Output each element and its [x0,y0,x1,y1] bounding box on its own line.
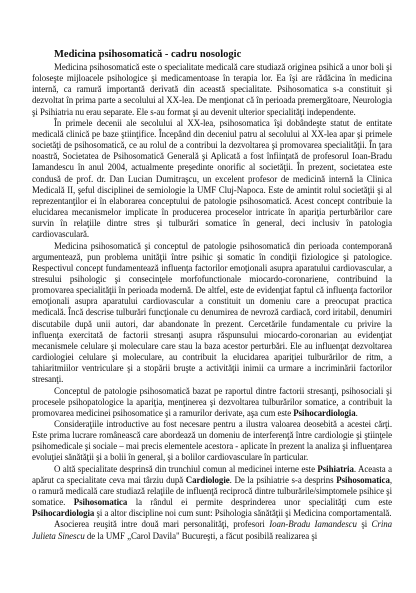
paragraph [32,519,392,541]
bold-term: Psihocardiologia [32,508,95,519]
paragraph [32,241,392,386]
paragraph [32,118,392,241]
italic-name: Crina Julieta Sinescu [32,519,393,541]
bold-term: Psihiatria [317,463,354,474]
section-heading: Medicina psihosomatică - cadru nosologic [54,49,242,60]
text-run: . Aceasta a apărut ca specialitate ceva mai târziu după [32,463,392,485]
text-run: şi a altor discipline noi cum sunt: Psihologia sănătăţii şi Medicina comportamentală. [94,508,392,519]
document-page [32,48,392,542]
body-text [32,62,392,542]
bold-term: Psihosomatica [73,497,128,508]
text-run: de la UMF „Carol Davila" Bucureşti, a făcut posibilă realizarea şi [84,530,318,541]
text-run: , o ramură medicală care studiază relaţiile de influenţă reciprocă dintre tulburările/simptomele psihice şi somatice. [32,474,393,508]
text-run: Medicina psihosomatică este o specialitate medicală care studiază originea psihică a unor boli şi foloseşte mijloacele psihologice şi medicamentoase în terapia lor. Ea îşi are rădăcina în medicina internă, ca ramură importantă derivată din această specialitate. Psihosomatica s-a constituit şi dezvoltat în prima parte a secolului al XX-lea. De menţionat că în perioada premergătoare, Neurologia şi Psihiatria nu erau separate. Ele s-au format şi au devenit ulterior specialităţi independente. [32,62,392,117]
text-run: Conceptul de patologie psihosomatică bazat pe raportul dintre factorii stresanţi, psihosociali şi procesele psihopatologice la apariţia, menţinerea şi dezvoltarea tulburărilor somatice, a contribuit la promovarea medicinei psihosomatice şi a ramurilor derivate, aşa cum este [32,385,392,418]
bold-term: Psihosomatica [336,474,390,485]
text-run: Consideraţiile introductive au fost necesare pentru a ilustra valoarea deosebită a acestei cărţi. Este prima lucrare românească care abordează un domeniu de interferenţă între cardiologie şi ştiinţele psihomedicale şi sociale – mai precis elementele acestora - aplicate în prezent la analiza şi influenţarea evoluţiei sănătăţii şi a bolii în general, şi a bolilor cardiovasculare în particular. [32,419,392,463]
text-run: O altă specialitate desprinsă din trunchiul comun al medicinei interne este [54,463,318,474]
text-run: . [355,407,358,418]
text-run: . De la psihiatrie s-a desprins [229,474,337,485]
text-run: În primele decenii ale secolului al XX-lea, psihosomatica îşi dobândeşte statut de entitate medicală clinică pe baze ştiinţifice. Începând din deceniul patru al secolului al XX-lea apar şi primele societăţi de psihosomatică, ce au rolul de a contribui la dezvoltarea şi promovarea specialităţii. În ţara noastră, Societatea de Psihosomatică Generală şi Aplicată a fost înfiinţată de profesorul Ioan-Bradu Iamandescu în anul 2004, actualmente preşedinte onorific al societăţii. În prezent, societatea este condusă de prof. dr. Dan Lucian Dumitraşcu, un excelent profesor de medicină internă la Clinica Medicală II, şeful disciplinei de semiologie la UMF Cluj-Napoca. Este de amintit rolul societăţii şi al reprezentanţilor ei în elaborarea conceptului de patologie psihosomatică. Acest concept contribuie la elucidarea mecanismelor implicate în producerea proceselor intricate în apariţia perturbărilor care survin în relaţiile dintre stres şi tulburări somatice în general, deci inclusiv în patologia cardiovasculară. [32,117,392,240]
text-run: la rândul ei permite desprinderea unor specialităţi cum este [127,497,392,508]
text-run: Asocierea reuşită intre două mari personalităţi, profesori [54,519,270,530]
paragraph [32,62,392,118]
bold-term: Cardiologie [185,474,230,485]
paragraph [32,419,392,464]
italic-name: Ioan-Bradu Iamandescu [269,519,357,530]
paragraph [32,386,392,419]
text-run: şi [356,519,372,530]
text-run: Medicina psihosomatică şi conceptul de patologie psihosomatică din perioada contemporană argumentează, pun problema unităţii între psihic şi somatic în condiţii fiziologice şi patologice. Respectivul concept fundamentează influenţa factorilor emoţionali asupra aparatului cardiovascular, a stresului psihologic şi consecinţele morfofunctionale miocardo-coronariene, contribuind la promovarea specialităţii în perioada modernă. De altfel, este de evidenţiat faptul că influenţa factorilor emoţionali asupra aparatului cardiovascular a constituit un domeniu care a preocupat practica medicală. Încă descrise tulburări funcţionale cu denumirea de nevroză cardiacă, cord iritabil, denumiri discutabile după unii autori, dar abandonate în prezent. Cercetările fundamentale cu privire la influenţa exercitată de factorii stresanţi asupra răspunsului miocardo-coronarian au evidenţiat mecanismele celulare şi moleculare care stau la baza acestor perturbări. Ele au influenţat dezvoltarea cardiologiei celulare şi moleculare, au contribuit la elucidarea apariţiei tulburărilor de ritm, a tahiaritmiilor ventriculare şi a stopării bruşte a activităţii inimii ca urmare a incriminării factorilor stresanţi. [32,240,392,385]
bold-term: Psihocardiologia [293,407,356,418]
paragraph [32,464,392,520]
